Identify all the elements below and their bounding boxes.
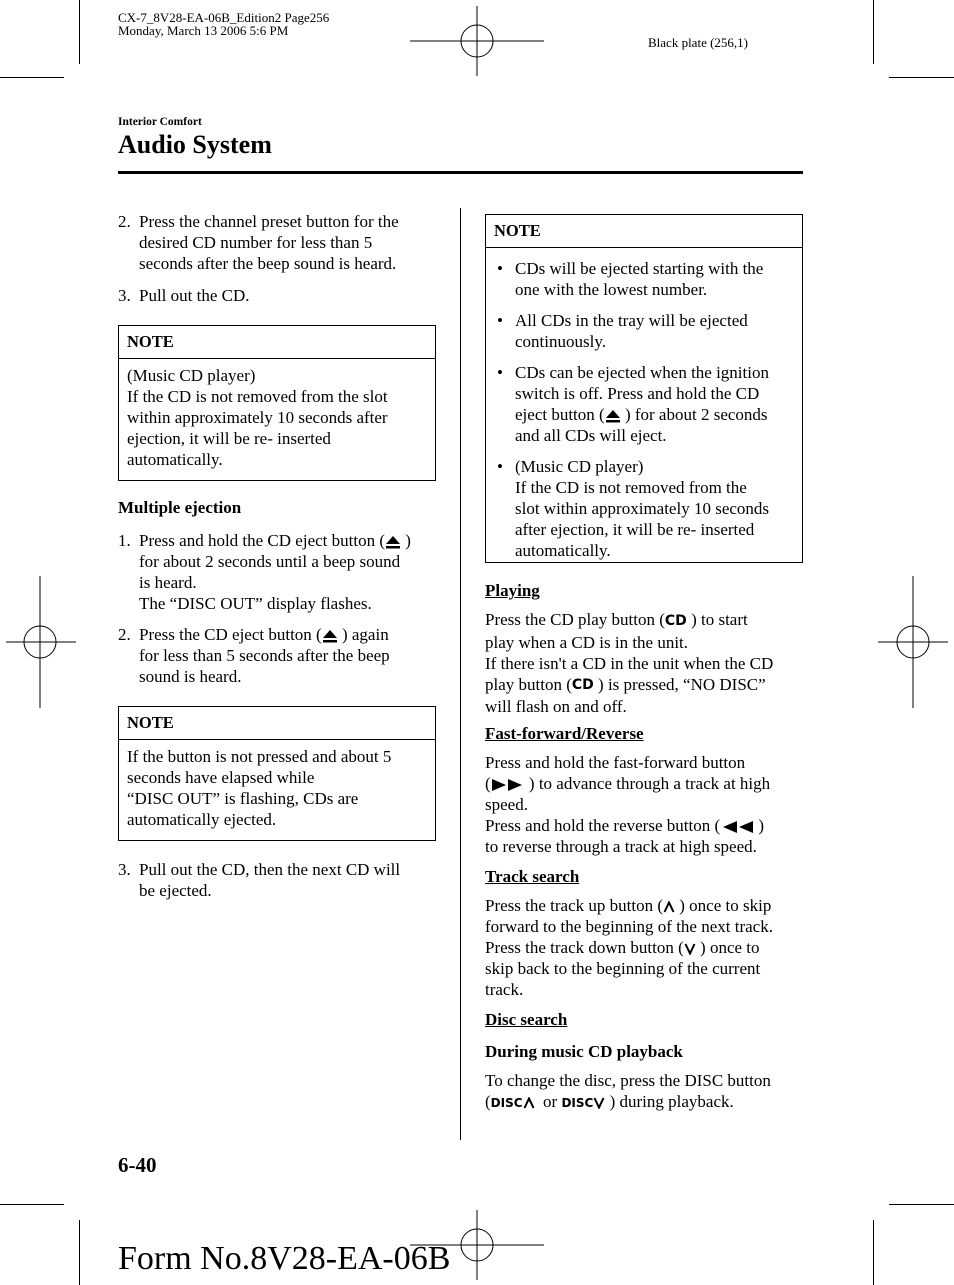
text-line: after ejection, it will be re- inserted (515, 520, 755, 539)
text-run: ) (405, 531, 411, 550)
text-line: continuously. (515, 332, 606, 351)
text-line: automatically ejected. (127, 810, 277, 829)
text-run: ) once to skip (679, 896, 772, 915)
text-run: ) for about 2 seconds (624, 405, 768, 424)
fast-forward-heading: Fast-forward/Reverse (485, 724, 644, 743)
bullet-icon: • (497, 457, 503, 476)
fast-forward-text (485, 752, 770, 857)
text-run: Press and hold the CD eject button ( (139, 531, 385, 550)
eject-icon (605, 409, 621, 423)
note-heading: NOTE (119, 707, 435, 740)
bullet-icon: • (497, 311, 503, 330)
text-run: play button ( (485, 674, 572, 694)
text-line: to reverse through a track at high speed. (485, 837, 757, 856)
cd-play-icon: CD (571, 677, 594, 694)
text-line: ejection, it will be re- inserted (127, 429, 331, 448)
text-run: Press the track down button ( (485, 938, 684, 957)
text-line: Press and hold the fast-forward button (485, 753, 746, 772)
text-run: ( (485, 774, 491, 793)
text-line: If the button is not pressed and about 5 (127, 747, 392, 766)
disc-down-icon (593, 1097, 605, 1109)
playing-heading: Playing (485, 581, 540, 600)
text-run: ) to start (691, 610, 748, 629)
form-number: Form No.8V28-EA-06B (118, 1240, 451, 1277)
disc-search-text (485, 1070, 771, 1114)
text-line: If the CD is not removed from the slot (127, 387, 388, 406)
text-line: If the CD is not removed from the (515, 478, 747, 497)
text-line: is heard. (139, 573, 197, 592)
text-line: If there isn't a CD in the unit when the CD (485, 653, 774, 673)
text-run: ) (758, 816, 765, 835)
step-number: 2. (118, 625, 131, 644)
track-up-icon (663, 901, 675, 913)
text-run: Press and hold the reverse button ( (485, 816, 721, 835)
text-line: (Music CD player) (515, 457, 644, 476)
note-heading: NOTE (119, 326, 435, 359)
disc-search-subheading: During music CD playback (485, 1042, 683, 1061)
text-line: skip back to the beginning of the current (485, 959, 761, 978)
text-line: All CDs in the tray will be ejected (515, 311, 748, 330)
text-run: ) is pressed, “NO DISC” (598, 674, 766, 694)
registration-mark-right (878, 576, 948, 708)
text-line: automatically. (127, 450, 223, 469)
crop-mark (0, 77, 64, 78)
text-line: (Music CD player) (127, 366, 256, 385)
text-line: and all CDs will eject. (515, 426, 667, 445)
text-run: Press the track up button ( (485, 896, 663, 915)
text-line: “DISC OUT” is flashing, CDs are (127, 789, 359, 808)
text-line: Pull out the CD, then the next CD will (139, 860, 401, 879)
text-line: Pull out the CD. (139, 286, 250, 305)
crop-mark (873, 1220, 874, 1285)
registration-mark-left (6, 576, 76, 708)
text-line: one with the lowest number. (515, 280, 708, 299)
bullet-icon: • (497, 363, 503, 382)
text-line: To change the disc, press the DISC button (485, 1071, 771, 1090)
step-number: 3. (118, 860, 131, 879)
bullet-item (494, 362, 794, 446)
note-box-3 (485, 214, 803, 563)
text-line: Press the channel preset button for the (139, 212, 399, 231)
eject-icon (385, 535, 401, 549)
crop-mark (79, 0, 80, 64)
track-search-heading: Track search (485, 867, 580, 886)
section-label: Interior Comfort (118, 116, 202, 128)
bullet-item (494, 310, 794, 352)
text-line: be ejected. (139, 881, 212, 900)
multiple-ejection-heading: Multiple ejection (118, 498, 242, 517)
text-line: speed. (485, 795, 528, 814)
text-line: seconds after the beep sound is heard. (139, 254, 397, 273)
note-box-2 (118, 706, 436, 841)
text-line: for about 2 seconds until a beep sound (139, 552, 401, 571)
title-rule (118, 171, 803, 174)
disc-down-label: DISC (561, 1095, 594, 1110)
crop-mark (889, 1204, 954, 1205)
track-down-icon (684, 943, 696, 955)
eject-icon (322, 629, 338, 643)
text-run: ) during playback. (609, 1092, 734, 1111)
text-line: will flash on and off. (485, 697, 627, 717)
text-line: sound is heard. (139, 667, 242, 686)
print-job-line2: Monday, March 13 2006 5:6 PM (118, 23, 289, 38)
playing-text (485, 609, 773, 717)
bullet-item (494, 258, 794, 300)
step-number: 1. (118, 531, 131, 550)
text-run: Press the CD eject button ( (139, 625, 322, 644)
text-line: for less than 5 seconds after the beep (139, 646, 390, 665)
text-line: CDs will be ejected starting with the (515, 259, 764, 278)
text-line: desired CD number for less than 5 (139, 233, 373, 252)
plate-label: Black plate (256,1) (648, 35, 748, 50)
cd-play-icon: CD (664, 612, 687, 629)
text-line: seconds have elapsed while (127, 768, 315, 787)
registration-mark-top (410, 6, 544, 76)
crop-mark (889, 77, 954, 78)
fast-forward-icon (491, 779, 525, 791)
text-line: slot within approximately 10 seconds (515, 499, 770, 518)
text-run: ) again (341, 625, 389, 644)
track-search-text (485, 895, 773, 1000)
text-run: Press the CD play button ( (485, 610, 665, 629)
step-number: 3. (118, 286, 131, 305)
step-number: 2. (118, 212, 131, 231)
disc-up-icon (523, 1097, 535, 1109)
page-title: Audio System (118, 130, 272, 159)
text-line: automatically. (515, 541, 611, 560)
disc-up-label: DISC (490, 1095, 523, 1110)
crop-mark (873, 0, 874, 64)
text-line: track. (485, 980, 524, 999)
note-heading: NOTE (486, 215, 802, 248)
crop-mark (79, 1220, 80, 1285)
text-line: The “DISC OUT” display flashes. (139, 594, 372, 613)
reverse-icon (720, 821, 754, 833)
text-line: CDs can be ejected when the ignition (515, 363, 769, 382)
column-divider (460, 208, 461, 1140)
note-box-1 (118, 325, 436, 481)
print-job-line1: CX-7_8V28-EA-06B_Edition2 Page256 (118, 10, 330, 25)
text-run: eject button ( (515, 405, 605, 424)
crop-mark (0, 1204, 64, 1205)
page-number: 6-40 (118, 1153, 157, 1177)
bullet-icon: • (497, 259, 503, 278)
text-line: play when a CD is in the unit. (485, 632, 689, 652)
text-line: switch is off. Press and hold the CD (515, 384, 760, 403)
disc-search-heading: Disc search (485, 1010, 568, 1029)
text-run: ) once to (700, 938, 760, 957)
text-line: within approximately 10 seconds after (127, 408, 388, 427)
bullet-item (494, 456, 794, 561)
text-line: forward to the beginning of the next track. (485, 917, 773, 936)
text-run: ( (485, 1092, 491, 1111)
text-run: ) to advance through a track at high (528, 774, 771, 793)
text-run: or (543, 1092, 558, 1111)
